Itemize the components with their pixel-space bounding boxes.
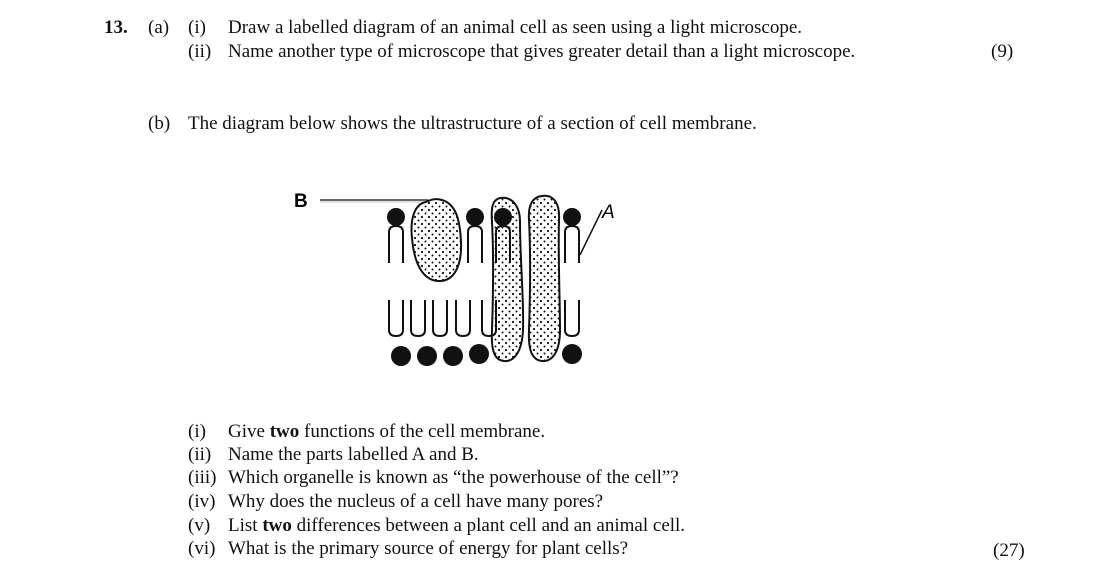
label-a-line: [580, 210, 602, 255]
sub-question-text-part: differences between a plant cell and an animal cell.: [291, 515, 686, 536]
peripheral-protein: [412, 199, 462, 281]
label-b: B: [294, 191, 308, 212]
sub-question-text: [228, 421, 545, 443]
sub-question-text-part: Name the parts labelled A and B.: [228, 444, 479, 465]
sub-question-number: (iii): [188, 467, 217, 488]
sub-question-text-part: List: [228, 515, 263, 536]
sub-question-text-part: What is the primary source of energy for plant cells?: [228, 538, 629, 559]
integral-protein-right: [529, 196, 560, 361]
part-a-i-text: Draw a labelled diagram of an animal cell as seen using a light microscope.: [228, 17, 803, 38]
sub-question-text-part: Which organelle is known as “the powerhouse of the cell”?: [228, 467, 679, 488]
sub-question-text-part: Why does the nucleus of a cell have many pores?: [228, 491, 604, 512]
sub-question-text: [228, 491, 603, 513]
sub-question-number: (vi): [188, 538, 216, 559]
cell-membrane-diagram: [280, 180, 640, 380]
part-b-label: (b): [148, 113, 171, 134]
sub-question-text: [228, 538, 628, 560]
integral-protein-left: [492, 198, 523, 361]
label-a: A: [602, 202, 615, 223]
sub-question-number: (ii): [188, 444, 212, 465]
sub-question-text: [228, 515, 685, 537]
sub-question-text-part: functions of the cell membrane.: [299, 421, 546, 442]
sub-question-number: (iv): [188, 491, 216, 512]
sub-question-text: [228, 444, 479, 466]
sub-question-emphasis: two: [262, 515, 292, 536]
sub-question-text-part: Give: [228, 421, 270, 442]
sub-question-emphasis: two: [269, 421, 300, 442]
part-a-ii-text: Name another type of microscope that gives greater detail than a light microscope.: [228, 41, 856, 62]
sub-question-number: (i): [188, 421, 206, 442]
part-b-text: The diagram below shows the ultrastructure of a section of cell membrane.: [188, 113, 757, 134]
question-number: 13.: [104, 17, 128, 38]
part-b-marks: (27): [993, 540, 1025, 561]
part-a-i-label: (i): [188, 17, 206, 38]
sub-question-number: (v): [188, 515, 211, 536]
part-a-label: (a): [148, 17, 170, 38]
part-a-ii-label: (ii): [188, 41, 212, 62]
part-a-marks: (9): [991, 41, 1014, 62]
sub-question-text: [228, 467, 679, 489]
